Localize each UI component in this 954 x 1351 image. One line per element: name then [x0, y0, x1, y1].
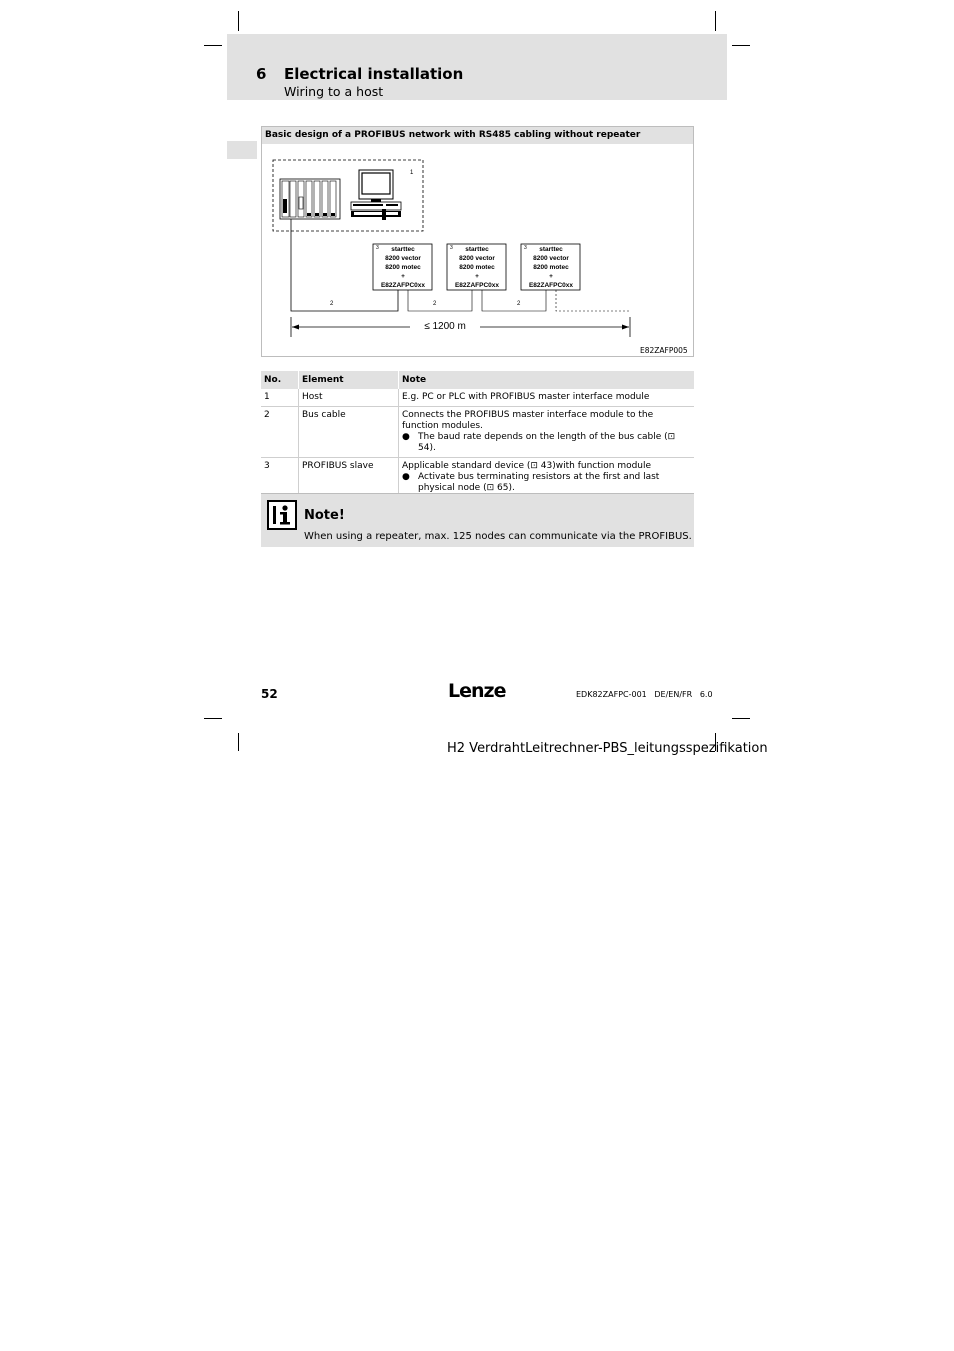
distance-label: ≤ 1200 m [424, 321, 466, 332]
crop-mark [715, 11, 716, 31]
cable-label: 2 [330, 301, 334, 307]
section-title: Wiring to a host [284, 84, 384, 99]
slave-line: 8200 vector [459, 255, 495, 262]
slave-label: 3 [376, 245, 379, 251]
bus-cable-segment [482, 290, 546, 311]
slave-label: 3 [450, 245, 453, 251]
slave-line: 8200 motec [459, 264, 495, 271]
cell-element: Host [299, 389, 399, 407]
info-icon [267, 500, 297, 530]
slave-line: 8200 motec [533, 264, 569, 271]
cell-element: PROFIBUS slave [299, 458, 399, 498]
slave-line: 8200 vector [533, 255, 569, 262]
cell-no: 2 [261, 407, 299, 458]
cell-note [399, 407, 695, 458]
slave-line: E82ZAFPC0xx [380, 282, 426, 289]
crop-mark [732, 718, 750, 719]
slave-line: + [475, 273, 479, 280]
cable-label: 2 [433, 301, 437, 307]
bus-cable-segment-open [556, 290, 630, 311]
bullet-item [402, 432, 691, 454]
header-no: No. [261, 371, 299, 389]
pc-icon [351, 170, 401, 220]
slave-line: + [401, 273, 405, 280]
table-row [261, 389, 694, 407]
page-number: 52 [261, 687, 278, 701]
slave-device [373, 244, 432, 290]
cell-note [399, 458, 695, 498]
header-element: Element [299, 371, 399, 389]
note-text: E.g. PC or PLC with PROFIBUS master interface module [402, 392, 650, 402]
slave-line: E82ZAFPC0xx [528, 282, 574, 289]
figure-title: Basic design of a PROFIBUS network with RS485 cabling without repeater [265, 130, 641, 140]
slave-line: + [549, 273, 553, 280]
slave-label: 3 [524, 245, 527, 251]
note-heading: Note! [304, 508, 345, 523]
crop-mark [238, 733, 239, 751]
table-header-row [261, 371, 694, 389]
slave-line: starttec [465, 246, 489, 253]
slave-line: 8200 vector [385, 255, 421, 262]
slave-device [447, 244, 506, 290]
cell-no: 1 [261, 389, 299, 407]
header-note: Note [399, 371, 695, 389]
legend-table [261, 371, 694, 498]
document-id: EDK82ZAFPC-001 DE/EN/FR 6.0 [576, 690, 713, 699]
host-label: 1 [410, 170, 414, 176]
slave-line: 8200 motec [385, 264, 421, 271]
bus-cable-segment [408, 290, 472, 311]
plc-icon [280, 179, 340, 219]
bullet-text: The baud rate depends on the length of the bus cable (⊡ 54). [418, 432, 676, 453]
table-row [261, 407, 694, 458]
bottom-caption: H2 VerdrahtLeitrechner-PBS_leitungsspezifikation [447, 741, 768, 756]
chapter-number: 6 [256, 65, 267, 83]
cell-note [399, 389, 695, 407]
note-text: Connects the PROFIBUS master interface module to the function modules. [402, 410, 654, 431]
slave-device [521, 244, 580, 290]
crop-mark [204, 718, 222, 719]
bullet-icon: ● [402, 472, 410, 482]
bullet-item [402, 472, 691, 494]
lenze-logo: Lenze [448, 680, 506, 702]
note-text: When using a repeater, max. 125 nodes can communicate via the PROFIBUS. [304, 531, 692, 542]
margin-tab [227, 141, 257, 159]
table-row [261, 458, 694, 498]
chapter-title: Electrical installation [284, 65, 464, 83]
network-diagram [262, 145, 692, 345]
crop-mark [238, 11, 239, 31]
cable-label: 2 [517, 301, 521, 307]
slave-line: starttec [391, 246, 415, 253]
distance-dimension [291, 317, 630, 337]
cell-no: 3 [261, 458, 299, 498]
cell-element: Bus cable [299, 407, 399, 458]
note-text: Applicable standard device (⊡ 43)with function module [402, 461, 652, 471]
bullet-icon: ● [402, 432, 410, 442]
slave-line: starttec [539, 246, 563, 253]
bullet-text: Activate bus terminating resistors at the first and last physical node (⊡ 65). [418, 472, 660, 493]
crop-mark [204, 45, 222, 46]
slave-line: E82ZAFPC0xx [454, 282, 500, 289]
figure-code: E82ZAFP005 [640, 346, 688, 355]
crop-mark [732, 45, 750, 46]
